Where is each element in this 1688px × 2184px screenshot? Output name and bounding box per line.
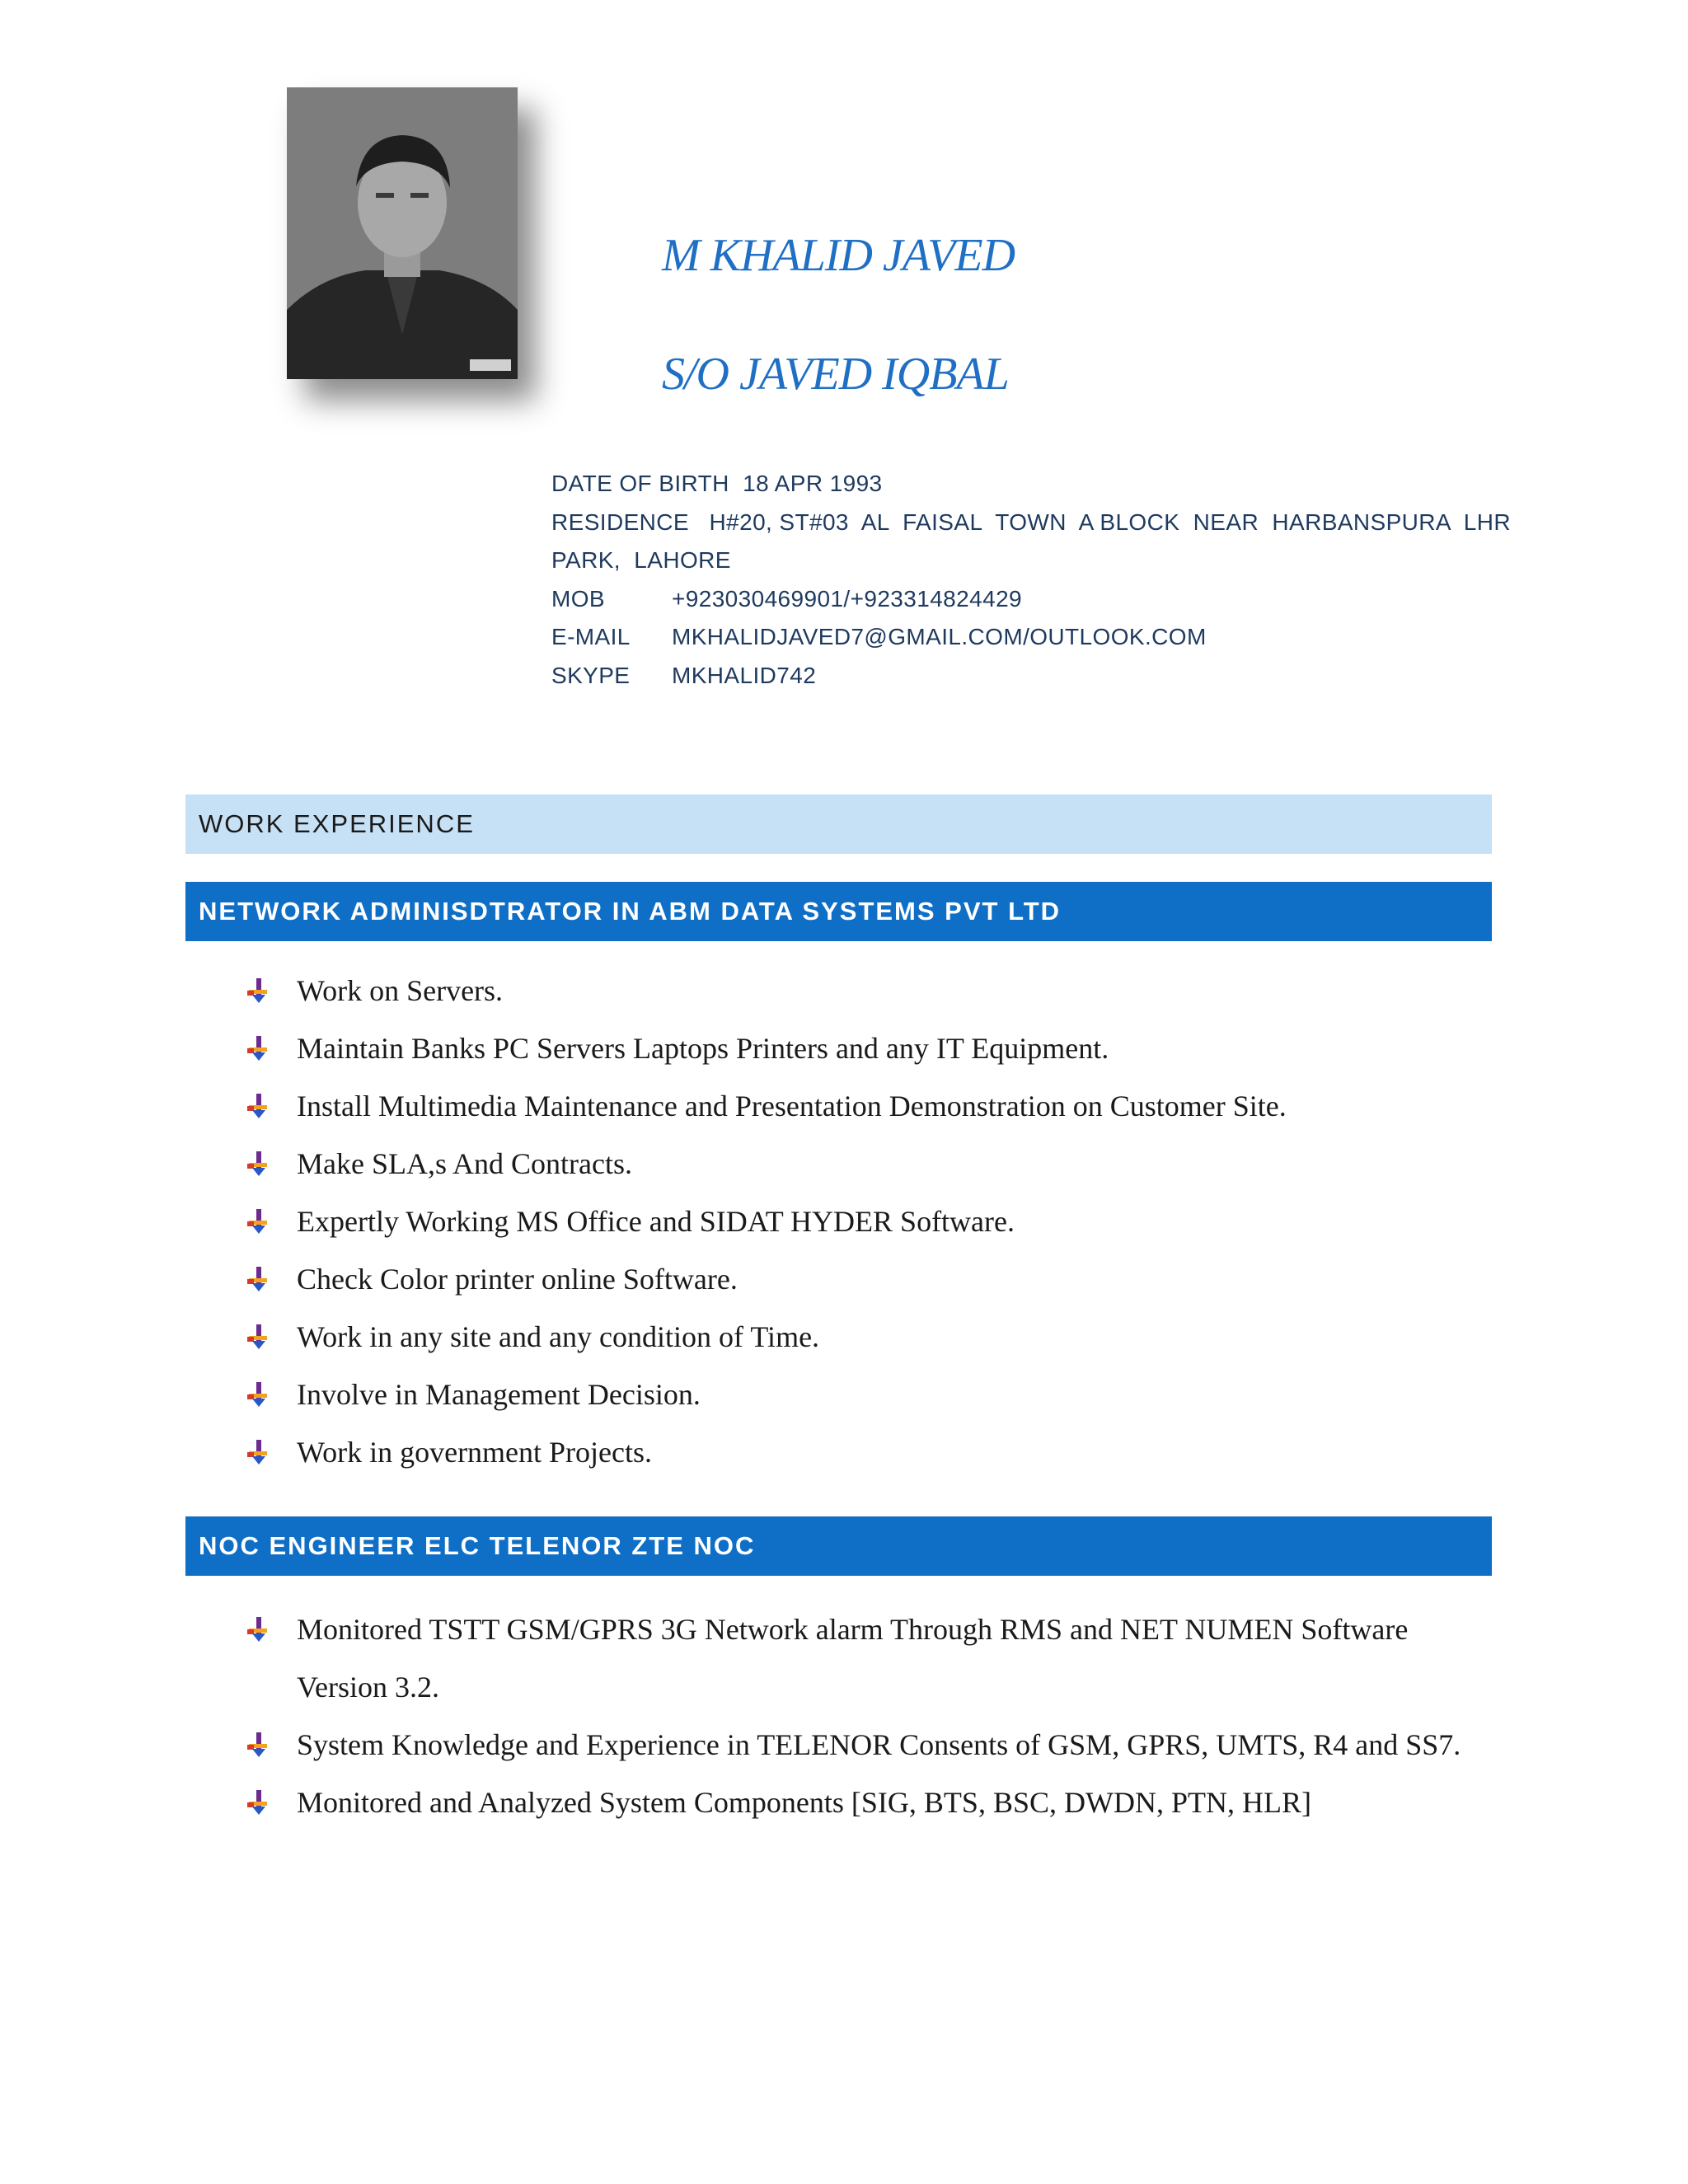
- list-item-text: Monitored TSTT GSM/GPRS 3G Network alarm Through RMS and NET NUMEN Software Version 3.2.: [297, 1613, 1409, 1704]
- arrow-bullet-icon: [247, 1151, 272, 1176]
- residence-row-2: [551, 541, 1458, 580]
- list-item: [247, 1258, 1492, 1315]
- list-item: [247, 1431, 1492, 1488]
- dob-row: [551, 465, 1458, 504]
- list-item: [247, 1315, 1492, 1373]
- work-experience-heading: WORK EXPERIENCE: [185, 794, 1492, 854]
- list-item: [247, 1027, 1492, 1085]
- list-item: [247, 1142, 1492, 1200]
- list-item-text: Work in government Projects.: [297, 1436, 653, 1469]
- list-item-text: System Knowledge and Experience in TELENOR Consents of GSM, GPRS, UMTS, R4 and SS7.: [297, 1728, 1461, 1761]
- email-row: [551, 618, 1458, 657]
- arrow-bullet-icon: [247, 1094, 272, 1118]
- arrow-bullet-icon: [247, 1036, 272, 1061]
- job2-title: NOC ENGINEER ELC TELENOR ZTE NOC: [185, 1516, 1492, 1576]
- list-item-text: Work in any site and any condition of Time.: [297, 1320, 820, 1353]
- father-name: S/O JAVED IQBAL: [662, 349, 1009, 400]
- arrow-bullet-icon: [247, 1617, 272, 1642]
- list-item: [247, 1373, 1492, 1431]
- list-item: [247, 1601, 1492, 1716]
- mob-row: [551, 580, 1458, 619]
- dob-value: 18 APR 1993: [743, 471, 883, 496]
- list-item-text: Install Multimedia Maintenance and Presentation Demonstration on Customer Site.: [297, 1090, 1287, 1122]
- dob-label: DATE OF BIRTH: [551, 471, 729, 496]
- list-item-text: Make SLA,s And Contracts.: [297, 1147, 632, 1180]
- list-item: [247, 969, 1492, 1027]
- arrow-bullet-icon: [247, 1267, 272, 1291]
- arrow-bullet-icon: [247, 978, 272, 1003]
- arrow-bullet-icon: [247, 1440, 272, 1465]
- residence-label: RESIDENCE: [551, 509, 689, 535]
- list-item: [247, 1774, 1492, 1831]
- email-label: E-MAIL: [551, 624, 631, 649]
- arrow-bullet-icon: [247, 1209, 272, 1234]
- mob-value: +923030469901/+923314824429: [672, 585, 1023, 612]
- list-item-text: Monitored and Analyzed System Components [SIG, BTS, BSC, DWDN, PTN, HLR]: [297, 1786, 1311, 1819]
- arrow-bullet-icon: [247, 1324, 272, 1349]
- list-item: [247, 1200, 1492, 1258]
- job2-duties: [247, 1601, 1492, 1831]
- list-item: [247, 1716, 1492, 1774]
- arrow-bullet-icon: [247, 1732, 272, 1757]
- list-item-text: Involve in Management Decision.: [297, 1378, 701, 1411]
- list-item: [247, 1085, 1492, 1142]
- arrow-bullet-icon: [247, 1790, 272, 1815]
- arrow-bullet-icon: [247, 1382, 272, 1407]
- contact-details: [551, 465, 1512, 695]
- list-item-text: Check Color printer online Software.: [297, 1263, 738, 1296]
- profile-photo-icon: [287, 87, 518, 379]
- list-item-text: Work on Servers.: [297, 974, 504, 1007]
- job1-title: NETWORK ADMINISDTRATOR IN ABM DATA SYSTEMS PVT LTD: [185, 882, 1492, 941]
- residence-line1: H#20, ST#03 AL FAISAL TOWN A BLOCK NEAR HARBANSPURA LHR: [709, 509, 1512, 535]
- candidate-name: M KHALID JAVED: [662, 230, 1015, 281]
- list-item-text: Maintain Banks PC Servers Laptops Printers and any IT Equipment.: [297, 1032, 1109, 1065]
- job1-duties: [247, 969, 1492, 1488]
- email-value[interactable]: MKHALIDJAVED7@GMAIL.COM/OUTLOOK.COM: [672, 624, 1207, 649]
- skype-value: MKHALID742: [672, 662, 817, 688]
- profile-photo: [287, 87, 518, 379]
- list-item-text: Expertly Working MS Office and SIDAT HYDER Software.: [297, 1205, 1015, 1238]
- mob-label: MOB: [551, 585, 605, 612]
- residence-line2: PARK, LAHORE: [551, 547, 731, 573]
- skype-label: SKYPE: [551, 662, 631, 688]
- skype-row: [551, 657, 1458, 696]
- residence-row: [551, 504, 1512, 542]
